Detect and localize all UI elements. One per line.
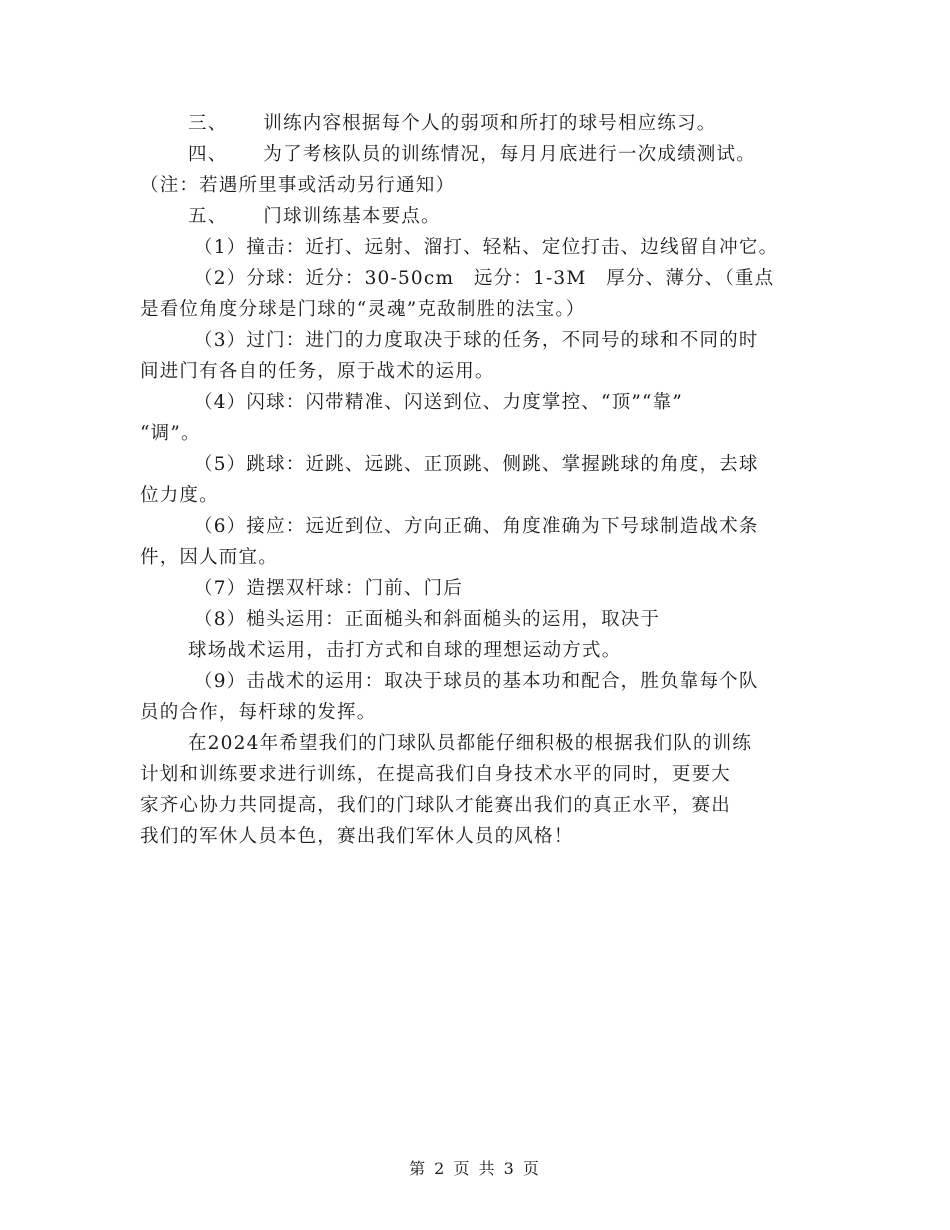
closing-line-3: 家齐心协力共同提高，我们的门球队才能赛出我们的真正水平，赛出 (140, 795, 732, 816)
section-5 (140, 201, 820, 232)
section-4-number: 四、 (188, 144, 228, 165)
closing-line-4: 我们的军休人员本色，赛出我们军休人员的风格！ (140, 826, 574, 847)
page-number-label: 第 2 页 共 3 页 (409, 1159, 541, 1178)
item-8-line-2: 球场战术运用，击打方式和自球的理想运动方式。 (188, 640, 622, 661)
item-1: （1）撞击：近打、远射、溜打、轻粘、定位打击、边线留自冲它。 (194, 237, 779, 258)
item-2-line-1: （2）分球：近分：30-50cm 远分：1-3M 厚分、薄分、（重点 (194, 268, 775, 289)
page-footer (0, 1156, 950, 1179)
item-6-line-2: 件，因人而宜。 (140, 547, 278, 568)
item-3-line-2: 间进门有各自的任务，原于战术的运用。 (140, 361, 495, 382)
section-5-number: 五、 (188, 206, 228, 227)
section-4 (140, 139, 820, 170)
item-4-line-2: “调”。 (140, 423, 201, 444)
item-9-line-1: （9）击战术的运用：取决于球员的基本功和配合，胜负靠每个队 (194, 671, 759, 692)
item-6-line-1: （6）接应：远近到位、方向正确、角度准确为下号球制造战术条 (194, 516, 759, 537)
section-3-text: 训练内容根据每个人的弱项和所打的球号相应练习。 (263, 113, 717, 134)
closing-line-1: 在2024年希望我们的门球队员都能仔细积极的根据我们队的训练 (188, 733, 753, 754)
item-3-line-1: （3）过门：进门的力度取决于球的任务，不同号的球和不同的时 (194, 330, 759, 351)
item-8-line-1: （8）槌头运用：正面槌头和斜面槌头的运用，取决于 (194, 609, 661, 630)
item-9-line-2: 员的合作，每杆球的发挥。 (140, 702, 377, 723)
item-2-line-2: 是看位角度分球是门球的“灵魂”克敌制胜的法宝。） (140, 299, 586, 320)
item-5-line-1: （5）跳球：近跳、远跳、正顶跳、侧跳、掌握跳球的角度，去球 (194, 454, 759, 475)
item-7: （7）造摆双杆球：门前、门后 (194, 578, 464, 599)
section-5-text: 门球训练基本要点。 (263, 206, 441, 227)
section-3-number: 三、 (188, 113, 228, 134)
section-3 (140, 108, 820, 139)
item-5-line-2: 位力度。 (140, 485, 219, 506)
section-4-note: （注：若遇所里事或活动另行通知） (140, 175, 456, 196)
section-4-text: 为了考核队员的训练情况，每月月底进行一次成绩测试。 (263, 144, 756, 165)
document-body (140, 108, 820, 852)
closing-line-2: 计划和训练要求进行训练，在提高我们自身技术水平的同时，更要大 (140, 764, 732, 785)
item-4-line-1: （4）闪球：闪带精准、闪送到位、力度掌控、“顶”“靠” (194, 392, 684, 413)
